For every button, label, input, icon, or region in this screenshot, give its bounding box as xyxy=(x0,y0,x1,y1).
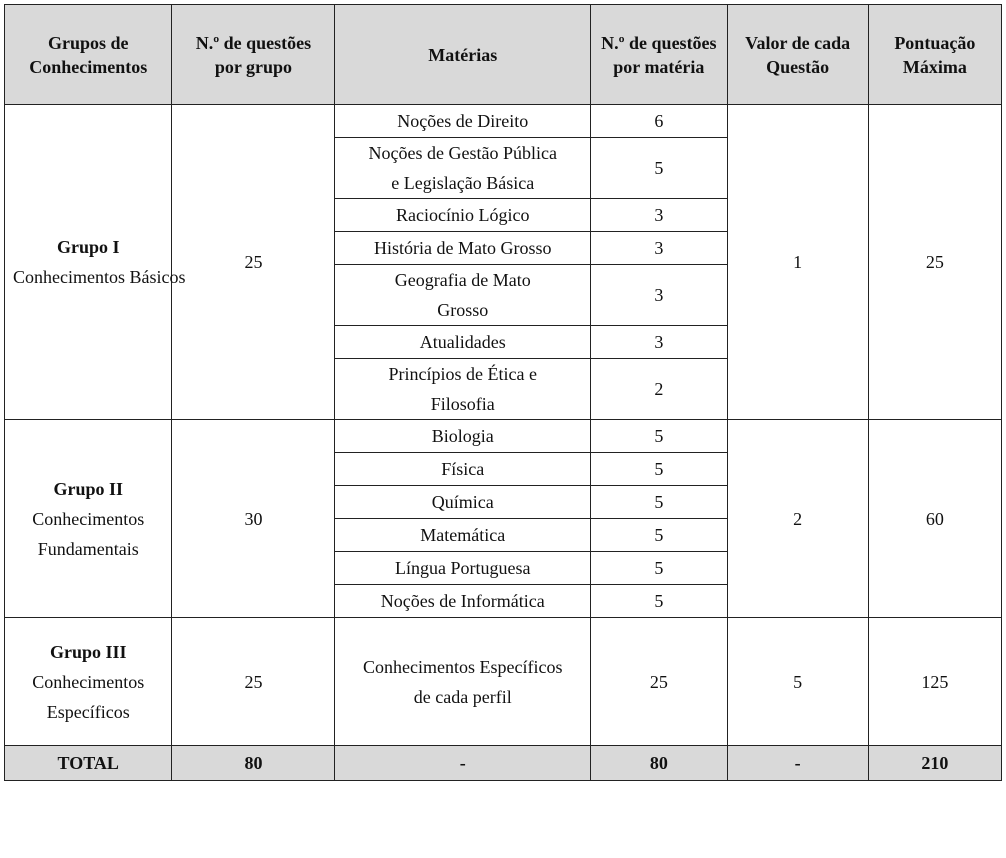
table-row xyxy=(5,618,1002,746)
materia-nome: Química xyxy=(335,486,591,519)
materia-nome: Noções de Direito xyxy=(335,105,591,138)
group-title: Grupo III xyxy=(49,641,127,662)
header-grupos: Grupos de Conhecimentos xyxy=(5,5,172,105)
materia-nome: Biologia xyxy=(335,420,591,453)
header-row xyxy=(5,5,1002,105)
group-subtitle: Conhecimentos Básicos xyxy=(13,267,186,287)
group-pontuacao: 125 xyxy=(868,618,1001,746)
materia-questoes: 3 xyxy=(591,232,728,265)
table-row xyxy=(5,105,1002,138)
scoring-table xyxy=(4,4,1002,781)
group-subtitle: Conhecimentos Específicos xyxy=(32,671,145,722)
group-cell xyxy=(5,105,186,420)
materia-questoes: 3 xyxy=(591,265,728,326)
group-subtitle: Conhecimentos Fundamentais xyxy=(32,508,145,559)
materia-questoes: 5 xyxy=(591,519,728,552)
header-questoes-por-materia: N.º de questões por matéria xyxy=(591,5,728,105)
materia-nome: Raciocínio Lógico xyxy=(335,199,591,232)
materia-questoes: 3 xyxy=(591,326,728,359)
materia-nome: Geografia de Mato Grosso xyxy=(335,265,591,326)
materia-questoes: 5 xyxy=(591,420,728,453)
materia-questoes: 3 xyxy=(591,199,728,232)
header-materias: Matérias xyxy=(335,5,591,105)
materia-nome: História de Mato Grosso xyxy=(335,232,591,265)
materia-questoes: 5 xyxy=(591,552,728,585)
group-valor: 1 xyxy=(727,105,868,420)
materia-questoes: 5 xyxy=(591,585,728,618)
materia-nome: Matemática xyxy=(335,519,591,552)
group-pontuacao: 60 xyxy=(868,420,1001,618)
total-valor: - xyxy=(727,746,868,781)
group-title: Grupo I xyxy=(56,237,120,257)
materia-questoes: 6 xyxy=(591,105,728,138)
total-label: TOTAL xyxy=(5,746,172,781)
group-valor: 5 xyxy=(727,618,868,746)
materia-nome: Noções de Informática xyxy=(335,585,591,618)
group-title: Grupo II xyxy=(53,478,123,499)
group-questoes: 25 xyxy=(172,105,335,420)
total-questoes-materia: 80 xyxy=(591,746,728,781)
header-pontuacao-maxima: Pontuação Máxima xyxy=(868,5,1001,105)
header-valor-questao: Valor de cada Questão xyxy=(727,5,868,105)
table-row xyxy=(5,420,1002,453)
group-cell xyxy=(5,618,172,746)
materia-nome: Princípios de Ética e Filosofia xyxy=(335,359,591,420)
total-questoes-grupo: 80 xyxy=(172,746,335,781)
group-cell xyxy=(5,420,172,618)
materia-questoes: 5 xyxy=(591,453,728,486)
group-questoes: 30 xyxy=(172,420,335,618)
materia-nome: Noções de Gestão Pública e Legislação Básica xyxy=(335,138,591,199)
materia-questoes: 25 xyxy=(591,618,728,746)
materia-nome: Atualidades xyxy=(335,326,591,359)
materia-nome: Física xyxy=(335,453,591,486)
materia-questoes: 5 xyxy=(591,486,728,519)
group-questoes: 25 xyxy=(172,618,335,746)
materia-questoes: 2 xyxy=(591,359,728,420)
header-questoes-por-grupo: N.º de questões por grupo xyxy=(172,5,335,105)
materia-questoes: 5 xyxy=(591,138,728,199)
total-row xyxy=(5,746,1002,781)
group-pontuacao: 25 xyxy=(868,105,1001,420)
materia-nome: Língua Portuguesa xyxy=(335,552,591,585)
total-materias: - xyxy=(335,746,591,781)
materia-nome: Conhecimentos Específicos de cada perfil xyxy=(335,618,591,746)
group-valor: 2 xyxy=(727,420,868,618)
total-pontuacao: 210 xyxy=(868,746,1001,781)
